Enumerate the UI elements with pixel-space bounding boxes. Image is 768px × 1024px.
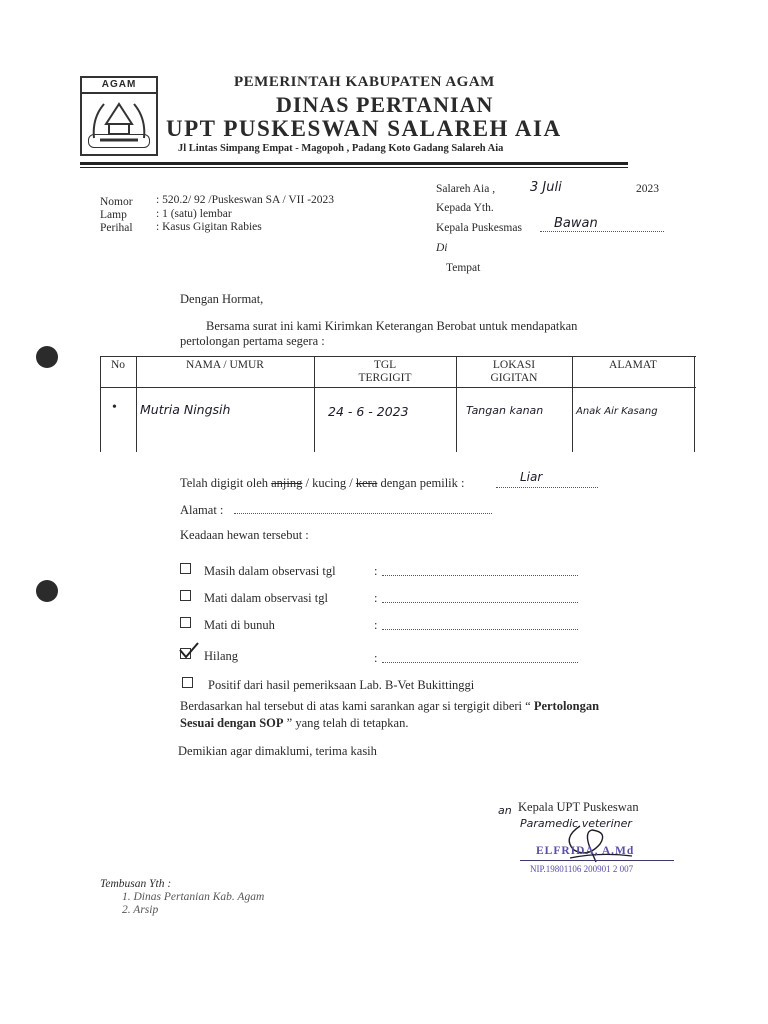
option-label-positif: Positif dari hasil pemeriksaan Lab. B-Vet Bukittinggi <box>208 678 475 692</box>
letterhead-line3: UPT PUSKESWAN SALAREH AIA <box>166 116 562 141</box>
tembusan-label: Tembusan Yth : <box>100 878 172 890</box>
signature-nip: NIP.19801106 200901 2 007 <box>530 864 634 874</box>
tembusan-item-2: 2. Arsip <box>122 904 159 916</box>
para1-line2: pertolongan pertama segera : <box>180 334 325 348</box>
bite-sep: / kucing / <box>305 476 353 490</box>
punch-hole-top <box>36 346 58 368</box>
option-label-hilang: Hilang <box>204 649 239 663</box>
pemilik-value: Liar <box>520 470 543 484</box>
alamat-dots <box>234 503 492 514</box>
letterhead-rule-thin <box>80 167 628 168</box>
tembusan-item-1: 1. Dinas Pertanian Kab. Agam <box>122 891 265 903</box>
table-line <box>694 356 695 452</box>
signature-name: ELFRIDA, A.Md <box>536 845 635 857</box>
option-colon-hilang: : <box>374 651 378 665</box>
th-tgl-1: TGL <box>373 359 397 371</box>
bite-anjing: anjing <box>271 476 303 490</box>
kepala-puskesmas-value: Bawan <box>554 216 598 231</box>
th-lokasi-2: GIGITAN <box>490 372 538 384</box>
letterhead-address: Jl Lintas Simpang Empat - Magopoh , Padang Koto Gadang Salareh Aia <box>178 143 504 154</box>
bite-suffix: dengan pemilik : <box>380 476 465 490</box>
closing-text: Demikian agar dimaklumi, terima kasih <box>178 744 377 758</box>
option-colon-mati-dibunuh: : <box>374 618 378 632</box>
cell-no: • <box>112 400 117 415</box>
bite-prefix: Telah digigit oleh <box>180 476 268 490</box>
perihal-value: : Kasus Gigitan Rabies <box>156 221 262 233</box>
nomor-label: Nomor <box>100 196 133 208</box>
bite-info-line <box>180 476 465 491</box>
letterhead-line1: PEMERINTAH KABUPATEN AGAM <box>234 74 495 90</box>
letterhead-rule-thick <box>80 162 628 165</box>
letterhead-line2: DINAS PERTANIAN <box>276 92 494 117</box>
option-dots-mati-dibunuh <box>382 619 578 630</box>
signature-handwritten: Paramedic veteriner <box>520 817 632 830</box>
th-nama: NAMA / UMUR <box>186 359 264 371</box>
agam-logo <box>80 76 158 156</box>
cell-nama: Mutria Ningsih <box>140 402 231 417</box>
option-label-observasi: Masih dalam observasi tgl <box>204 564 336 578</box>
date-handwritten: 3 Juli <box>530 180 562 195</box>
recommendation-line1 <box>180 699 599 714</box>
alamat-label: Alamat : <box>180 503 224 517</box>
patient-table <box>100 356 696 452</box>
option-checkbox-positif[interactable] <box>182 677 193 688</box>
pemilik-dots <box>496 477 598 488</box>
tempat-label: Tempat <box>446 262 481 274</box>
cell-tgl: 24 - 6 - 2023 <box>328 404 409 419</box>
bite-kera: kera <box>355 476 378 490</box>
option-dots-hilang <box>382 652 578 663</box>
di-label: Di <box>436 242 448 254</box>
checkmark-icon <box>178 641 200 659</box>
signature-underline <box>520 860 674 861</box>
option-checkbox-observasi[interactable] <box>180 563 191 574</box>
nomor-value: : 520.2/ 92 /Puskeswan SA / VII -2023 <box>156 194 335 206</box>
lamp-label: Lamp <box>100 209 127 221</box>
kepala-puskesmas-label: Kepala Puskesmas <box>436 222 522 234</box>
place-date-label: Salareh Aia , <box>436 183 496 195</box>
date-year: 2023 <box>636 183 659 195</box>
logo-label: AGAM <box>82 78 156 94</box>
salutation: Dengan Hormat, <box>180 292 264 306</box>
option-dots-observasi <box>382 565 578 576</box>
option-dots-mati-observasi <box>382 592 578 603</box>
recommendation-bold-a: Pertolongan <box>533 699 600 713</box>
option-colon-mati-observasi: : <box>374 591 378 605</box>
th-lokasi-1: LOKASI <box>492 359 536 371</box>
cell-alamat: Anak Air Kasang <box>576 406 658 417</box>
option-checkbox-mati-observasi[interactable] <box>180 590 191 601</box>
recommendation-text-a: Berdasarkan hal tersebut di atas kami sarankan agar si tergigit diberi “ <box>180 699 531 713</box>
option-label-mati-dibunuh: Mati di bunuh <box>204 618 275 632</box>
para1-line1: Bersama surat ini kami Kirimkan Keterangan Berobat untuk mendapatkan <box>206 319 578 333</box>
option-label-mati-observasi: Mati dalam observasi tgl <box>204 591 328 605</box>
kepada-yth: Kepada Yth. <box>436 202 494 214</box>
recommendation-line2 <box>180 716 408 731</box>
th-tgl-2: TERGIGIT <box>358 372 412 384</box>
cell-lokasi: Tangan kanan <box>466 404 544 417</box>
th-no: No <box>110 359 126 371</box>
recommendation-bold-b: Sesuai dengan SOP <box>180 716 284 730</box>
signature-an: an <box>498 804 512 817</box>
keadaan-label: Keadaan hewan tersebut : <box>180 528 309 542</box>
recommendation-text-b: ” yang telah di tetapkan. <box>283 716 409 730</box>
lamp-value: : 1 (satu) lembar <box>156 208 232 220</box>
perihal-label: Perihal <box>100 222 133 234</box>
th-alamat: ALAMAT <box>609 359 657 371</box>
option-checkbox-mati-dibunuh[interactable] <box>180 617 191 628</box>
signature-title: Kepala UPT Puskeswan <box>518 800 639 814</box>
logo-ribbon: ~~~~~~~ <box>88 134 150 148</box>
punch-hole-bottom <box>36 580 58 602</box>
option-colon-observasi: : <box>374 564 378 578</box>
